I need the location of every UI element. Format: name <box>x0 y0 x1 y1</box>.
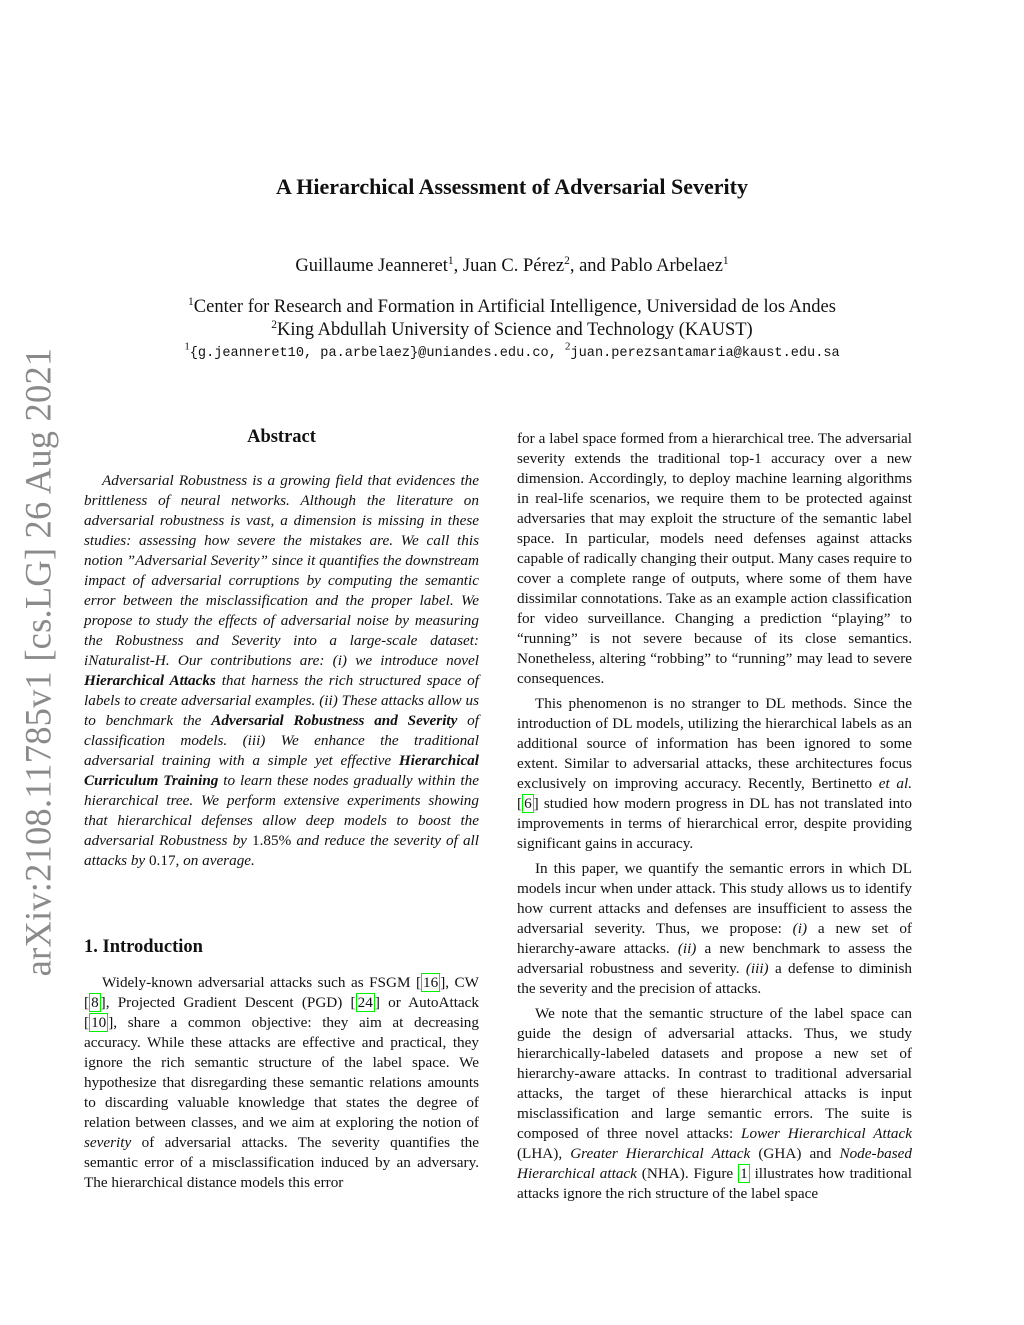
abstract-number: 1.85% <box>252 832 292 849</box>
body-text: Widely-known adversarial attacks such as FSGM [ <box>102 974 422 991</box>
author-name: Guillaume Jeanneret <box>295 256 448 276</box>
emphasis-text: Greater Hierarchical Attack <box>570 1145 751 1162</box>
abstract-text: and reduce the severity of all attacks by <box>84 832 479 869</box>
affiliation-2 <box>0 320 1024 341</box>
email-group-1: {g.jeanneret10, pa.arbelaez}@uniandes.edu.co, <box>189 346 557 361</box>
body-text: In this paper, we quantify the semantic errors in which DL models incur when under attack. This study allows us to identify how current attacks and defenses are insufficient to assess the adversarial severity. Thus, we propose: <box>517 860 912 937</box>
body-text: a new set of hierarchy-aware attacks. <box>517 920 912 957</box>
body-text: (LHA), <box>517 1145 571 1162</box>
abstract-text: to learn these nodes gradually within the hierarchical tree. We perform extensive experiments showing that hierarchical defenses allow deep models to boost the adversarial Robustness by <box>84 772 479 849</box>
abstract-number: 0.17 <box>148 852 176 869</box>
body-paragraph <box>517 429 912 689</box>
body-text: (NHA). Figure <box>636 1165 739 1182</box>
body-text: ], CW [ <box>84 974 479 1011</box>
body-text: (GHA) and <box>750 1145 840 1162</box>
author-emails <box>0 340 1024 361</box>
abstract-text: of classification models. (iii) We enhance the traditional adversarial training with a simple yet effective <box>84 712 479 769</box>
body-text: We note that the semantic structure of the label space can guide the design of adversarial attacks. Thus, we study hierarchically-labeled datasets and propose a new set of hierarchy-aware attacks. In contrast to traditional adversarial attacks, the target of these hierarchical attacks is input misclassification and large semantic errors. The suite is composed of three novel attacks: <box>517 1005 912 1142</box>
abstract-text: , on average. <box>175 852 255 869</box>
emphasis-text: (iii) <box>745 960 769 977</box>
emphasis-text: et al. <box>878 775 912 792</box>
email-mark: 1 <box>184 340 190 353</box>
author-affil-mark: 2 <box>564 255 570 268</box>
citation-link[interactable]: 6 <box>524 795 532 812</box>
author-affil-mark: 1 <box>722 255 729 268</box>
body-paragraph <box>517 859 912 999</box>
right-column <box>517 429 912 1204</box>
body-paragraph <box>517 694 912 854</box>
email-mark: 2 <box>565 340 571 353</box>
author-list: Guillaume Jeanneret$^1$, Juan C. Pérez$^2$, and Pablo Arbelaez$^1$ <box>295 255 729 276</box>
body-text: illustrates how traditional attacks ignore the rich structure of the label space <box>517 1165 912 1202</box>
affil-text: Center for Research and Formation in Artificial Intelligence, Universidad de los Andes <box>193 297 836 317</box>
abstract-text: Adversarial Robustness is a growing field that evidences the brittleness of neural networks. Although the literature on adversarial robustness is vast, a dimension is missing in these studies: assessing how severe the mistakes are. We call this notion ”Adversarial Severity” since it quantifies the downstream impact of adversarial corruptions by computing the semantic error between the misclassification and the proper label. We propose to study the effects of adversarial noise by measuring the Robustness and Severity into a large-scale dataset: iNaturalist-H. Our contributions are: (i) we introduce novel <box>84 472 479 669</box>
emphasis-text: (ii) <box>677 940 697 957</box>
abstract-body <box>84 471 479 871</box>
body-text: ], share a common objective: they aim at decreasing accuracy. While these attacks are effective and practical, they ignore the rich semantic structure of the label space. We hypothesize that disregarding these semantic relations amounts to discarding valuable knowledge that states the degree of relation between classes, and we aim at exploring the notion of <box>84 1014 479 1131</box>
paper-title: A Hierarchical Assessment of Adversarial Severity <box>276 174 748 199</box>
abstract-heading: Abstract <box>247 427 316 447</box>
body-text: ] or AutoAttack [ <box>84 994 480 1031</box>
email-2: juan.perezsantamaria@kaust.edu.sa <box>570 346 840 361</box>
affil-mark: 1 <box>188 296 194 309</box>
body-text: for a label space formed from a hierarchical tree. The adversarial severity extends the traditional top-1 accuracy over a new dimension. Accordingly, to deploy machine learning algorithms in real-life scenarios, we require them to be protected against adversaries that may exploit the structure of the semantic label space. In particular, models need defenses against attacks capable of radically changing their output. Many cases require to cover a complete range of outputs, where some of them have dissimilar connotations. Take as an example action classification for video surveillance. Changing a prediction “playing” to “running” is not severe because of its close semantics. Nonetheless, altering “robbing” to “running” may lead to severe consequences. <box>517 430 912 687</box>
body-text: ] studied how modern progress in DL has not translated into improvements in terms of hierarchical error, despite providing significant gains in accuracy. <box>517 795 912 852</box>
body-text: a defense to diminish the severity and the precision of attacks. <box>517 960 912 997</box>
body-text: of adversarial attacks. The severity quantifies the semantic error of a misclassification induced by an adversary. The hierarchical distance models this error <box>84 1134 479 1191</box>
author-name: Juan C. Pérez <box>462 256 565 276</box>
introduction-heading: 1. Introduction <box>84 937 203 957</box>
abstract-bold: Hierarchical Attacks <box>84 672 216 689</box>
abstract-text: that harness the rich structured space of labels to create adversarial examples. (ii) These attacks allow us to benchmark the <box>84 672 479 729</box>
arxiv-identifier: arXiv:2108.11785v1 [cs.LG] 26 Aug 2021 <box>17 347 59 977</box>
abstract-bold: Hierarchical Curriculum Training <box>84 752 479 789</box>
author-affil-mark: 1 <box>447 255 454 268</box>
emphasis-text: Node-based Hierarchical attack <box>517 1145 913 1182</box>
figure-link[interactable]: 1 <box>740 1165 748 1182</box>
author-name: and Pablo Arbelaez <box>579 256 723 276</box>
emphasis-text: (i) <box>792 920 808 937</box>
body-text: [ <box>517 795 523 812</box>
citation-link[interactable]: 8 <box>91 994 99 1011</box>
emphasis-text: Lower Hierarchical Attack <box>741 1125 912 1142</box>
affil-mark: 2 <box>271 319 278 332</box>
body-text: This phenomenon is no stranger to DL methods. Since the introduction of DL models, utilizing the hierarchical labels as an additional source of information has been ignored to some extent. Similar to adversarial attacks, these architectures focus exclusively on improving accuracy. Recently, Bertinetto <box>517 695 912 792</box>
citation-link[interactable]: 16 <box>423 974 439 991</box>
emphasis-text: severity <box>84 1134 132 1151</box>
introduction-body <box>84 973 479 1193</box>
body-text: ], Projected Gradient Descent (PGD) [ <box>100 994 356 1011</box>
citation-link[interactable]: 24 <box>357 994 373 1011</box>
affiliation-1 <box>0 297 1024 318</box>
body-paragraph <box>517 1004 912 1204</box>
intro-paragraph <box>84 973 479 1193</box>
body-text: a new benchmark to assess the adversarial robustness and severity. <box>517 940 912 977</box>
citation-link[interactable]: 10 <box>91 1014 107 1031</box>
abstract-bold: Adversarial Robustness and Severity <box>211 712 458 729</box>
affil-text: King Abdullah University of Science and Technology (KAUST) <box>277 320 753 340</box>
abstract-paragraph <box>84 471 479 871</box>
